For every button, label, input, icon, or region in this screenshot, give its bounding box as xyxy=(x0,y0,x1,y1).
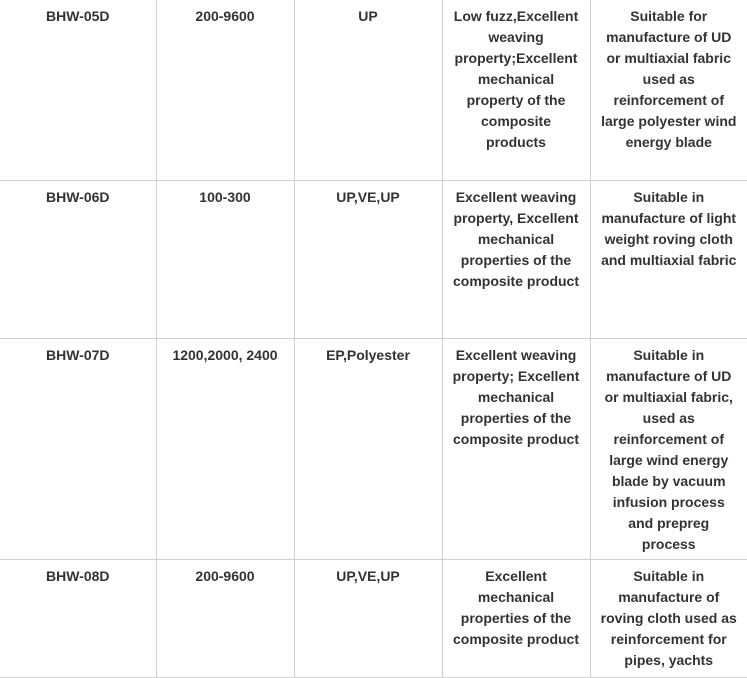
table-row xyxy=(0,180,747,338)
tex-cell: 200-9600 xyxy=(156,559,294,677)
feature-cell: Excellent weaving property, Excellent mechanical properties of the composite product xyxy=(442,180,590,338)
resin-cell: UP,VE,UP xyxy=(294,180,442,338)
feature-cell: Excellent weaving property; Excellent mechanical properties of the composite product xyxy=(442,338,590,559)
model-cell: BHW-06D xyxy=(0,180,156,338)
model-cell: BHW-05D xyxy=(0,0,156,180)
table-row xyxy=(0,0,747,180)
application-cell: Suitable in manufacture of UD or multiaxial fabric, used as reinforcement of large wind energy blade by vacuum infusion process and prepreg process xyxy=(590,338,747,559)
tex-cell: 100-300 xyxy=(156,180,294,338)
feature-cell: Low fuzz,Excellent weaving property;Excellent mechanical property of the composite products xyxy=(442,0,590,180)
application-cell: Suitable for manufacture of UD or multiaxial fabric used as reinforcement of large polyester wind energy blade xyxy=(590,0,747,180)
resin-cell: UP xyxy=(294,0,442,180)
tex-cell: 200-9600 xyxy=(156,0,294,180)
resin-cell: EP,Polyester xyxy=(294,338,442,559)
tex-cell: 1200,2000, 2400 xyxy=(156,338,294,559)
resin-cell: UP,VE,UP xyxy=(294,559,442,677)
model-cell: BHW-07D xyxy=(0,338,156,559)
table-row xyxy=(0,338,747,559)
application-cell: Suitable in manufacture of light weight roving cloth and multiaxial fabric xyxy=(590,180,747,338)
application-cell: Suitable in manufacture of roving cloth used as reinforcement for pipes, yachts xyxy=(590,559,747,677)
table-row xyxy=(0,559,747,677)
feature-cell: Excellent mechanical properties of the composite product xyxy=(442,559,590,677)
model-cell: BHW-08D xyxy=(0,559,156,677)
